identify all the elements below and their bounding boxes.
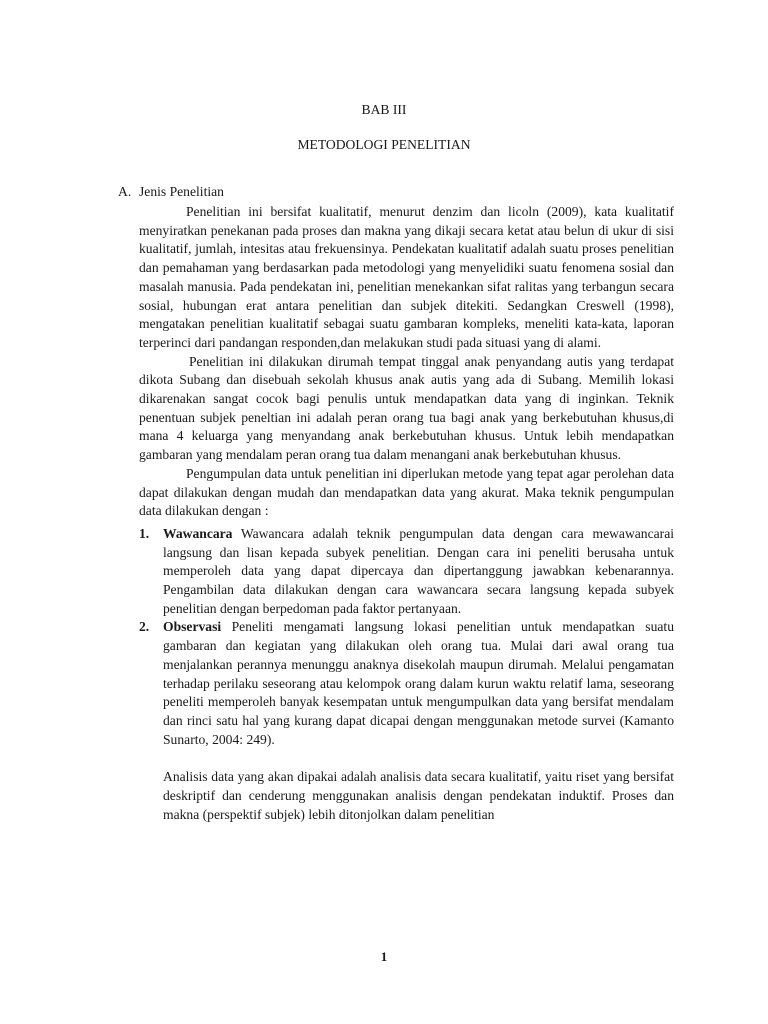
section-title: Jenis Penelitian [139, 184, 224, 199]
page-number: 1 [380, 949, 388, 964]
list-item [139, 618, 674, 749]
method-list [139, 525, 674, 749]
section-heading [118, 183, 678, 202]
analysis-paragraph: Analisis data yang akan dipakai adalah analisis data secara kualitatif, yaitu riset yang bersifat deskriptif dan cenderung menggunakan analisis dengan pendekatan induktif. Proses dan makna (perspektif subjek) lebih ditonjolkan dalam penelitian [163, 769, 674, 822]
body-text [139, 203, 674, 825]
method-term: Observasi [163, 619, 222, 635]
paragraph: Penelitian ini bersifat kualitatif, menurut denzim dan licoln (2009), kata kualitatif menyiratkan penekanan pada proses dan makna yang dikaji secara ketat atau belun di ukur di sisi kualitatif, jumlah, intesitas atau frekuensinya. Pendekatan kualitatif adalah suatu proses penelitian dan pemahaman yang berdasarkan pada metodologi yang menyelidiki suatu fenomena sosial dan masalah manusia. Pada pendekatan ini, penelitian menekankan sifat ralitas yang terbangun secara sosial, hubungan erat antara penelitian dan subjek ditekiti. Sedangkan Creswell (1998), mengatakan penelitian kualitatif sebagai suatu gambaran kompleks, meneliti kata-kata, laporan terperinci dari pandangan responden,dan melakukan studi pada situasi yang di alami. [139, 204, 674, 350]
list-item [139, 525, 674, 619]
paragraph: Pengumpulan data untuk penelitian ini diperlukan metode yang tepat agar perolehan data dapat dilakukan dengan mudah dan mendapatkan data yang akurat. Maka teknik pengumpulan data dilakukan dengan : [139, 465, 674, 519]
paragraph: Penelitian ini dilakukan dirumah tempat tinggal anak penyandang autis yang terdapat dikota Subang dan disebuah sekolah khusus anak autis yang ada di Subang. Memilih lokasi dikarenakan sangat cocok bagi penulis untuk mendapatkan data yang di inginkan. Teknik penentuan subjek peneltian ini adalah peran orang tua bagi anak yang berkebutuhan khusus,di mana 4 keluarga yang menyandang anak berkebutuhan khusus. Untuk lebih mendapatkan gambaran yang mendalam peran orang tua dalam menangani anak berkebutuhan khusus. [139, 353, 674, 463]
method-description: Peneliti mengamati langsung lokasi penelitian untuk mendapatkan suatu gambaran dan kegiatan yang dilakukan oleh orang tua. Mulai dari awal orang tua menjalankan perannya menunggu anaknya disekolah maupun dirumah. Melalui pengamatan terhadap perilaku seseorang atau kelompok orang dalam kurun waktu relatif lama, seseorang peneliti memperoleh banyak kesempatan untuk mengumpulkan data yang bersifat mendalam dan rinci satu hal yang kurang dapat dicapai dengan menggunakan metode survei (Kamanto Sunarto, 2004: 249). [163, 619, 674, 747]
chapter-heading: BAB III [361, 102, 407, 117]
list-number: 2. [139, 619, 150, 635]
method-term: Wawancara [163, 525, 233, 541]
method-description: Wawancara adalah teknik pengumpulan data dengan cara mewawancarai langsung dan lisan kepada subyek penelitian. Dengan cara ini peneliti berusaha untuk memperoleh data yang dapat dipercaya dan dipertanggung jawabkan kebenarannya. Pengambilan data dilakukan dengan cara wawancara secara langsung kepada subyek penelitian dengan berpedoman pada faktor pertanyaan. [163, 525, 674, 616]
section-letter: A. [118, 184, 132, 199]
list-number: 1. [139, 525, 150, 541]
chapter-title: METODOLOGI PENELITIAN [297, 137, 471, 152]
